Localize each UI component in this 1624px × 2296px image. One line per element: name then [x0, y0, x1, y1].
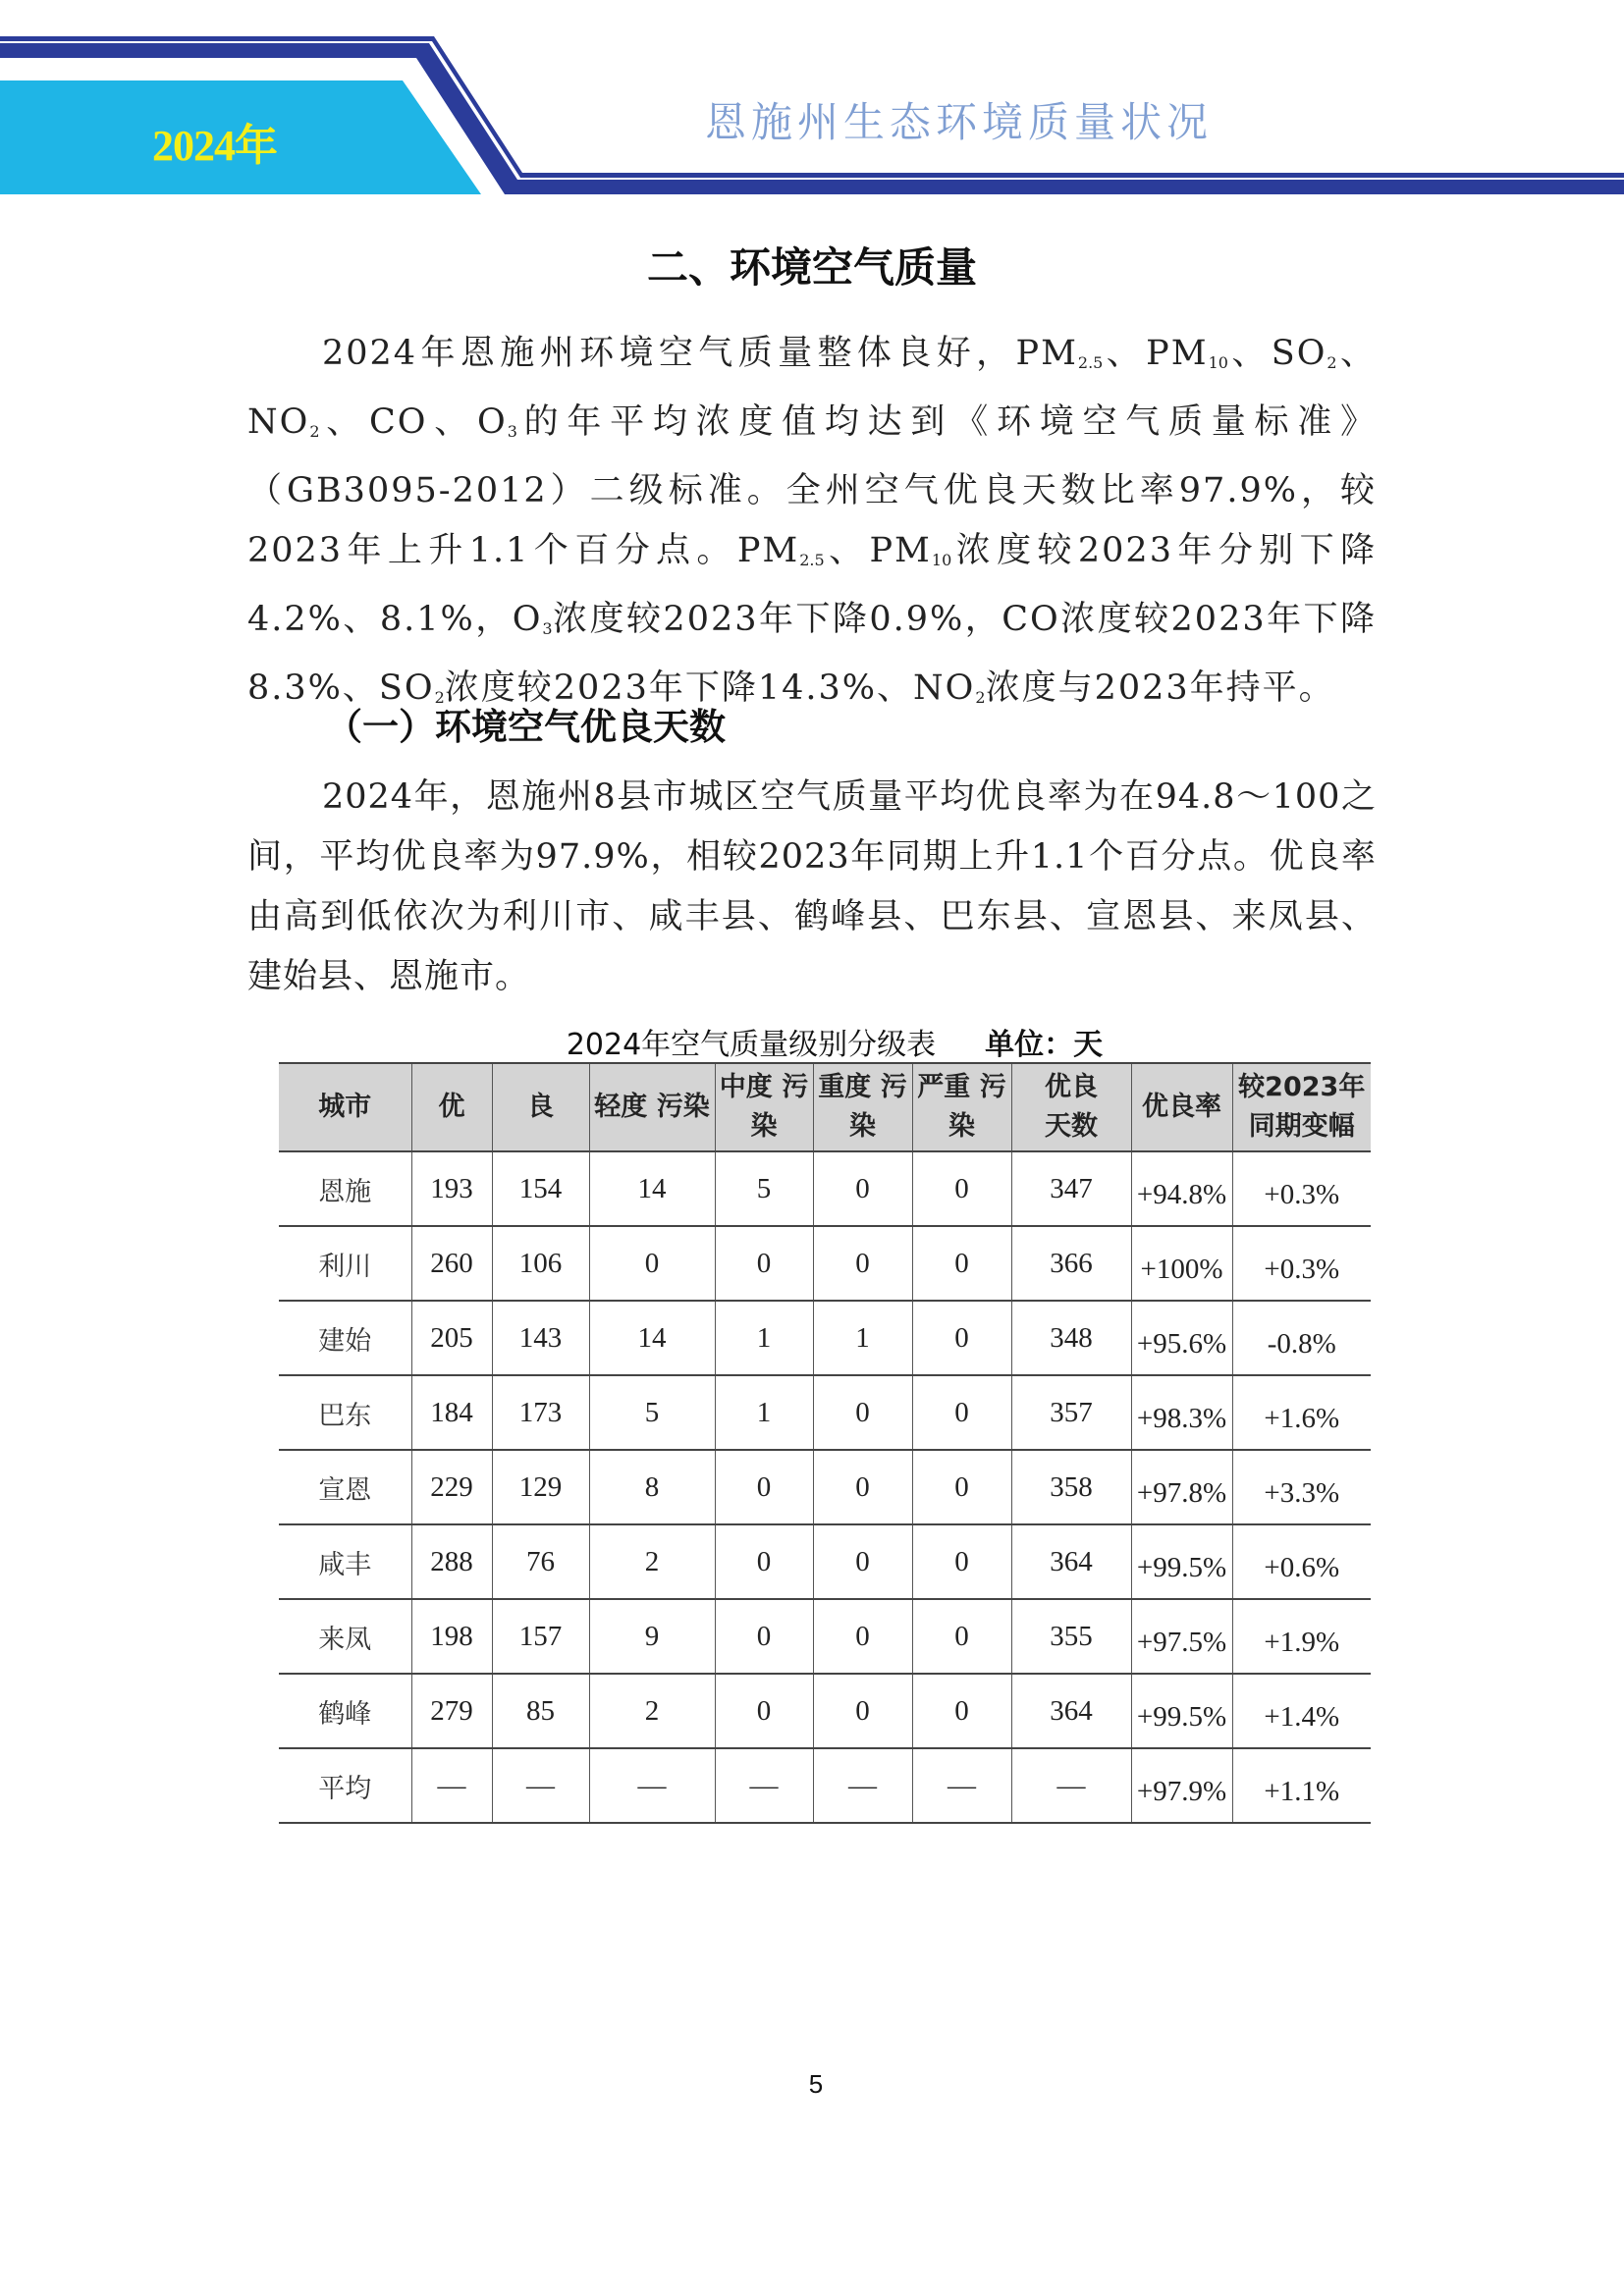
header-light-pollution: 轻度 污染: [589, 1063, 715, 1151]
cell-moderate: 0: [715, 1524, 813, 1599]
header-excellent: 优: [411, 1063, 492, 1151]
cell-change: +0.3%: [1232, 1226, 1371, 1301]
cell-good-days: 366: [1011, 1226, 1131, 1301]
cell-severe: 0: [912, 1151, 1011, 1226]
cell-heavy: 0: [813, 1599, 912, 1674]
cell-heavy: 0: [813, 1674, 912, 1748]
cell-good-days: 364: [1011, 1674, 1131, 1748]
header-severe-pollution: 严重 污 染: [912, 1063, 1011, 1151]
cell-rate: +98.3%: [1131, 1375, 1232, 1450]
table-row: [279, 1674, 1371, 1748]
cell-light: 14: [589, 1151, 715, 1226]
cell-good-days: 357: [1011, 1375, 1131, 1450]
cell-heavy: 0: [813, 1375, 912, 1450]
cell-excellent: 229: [411, 1450, 492, 1524]
cell-light: 0: [589, 1226, 715, 1301]
cell-city: 咸丰: [279, 1524, 411, 1599]
cell-severe: 0: [912, 1226, 1011, 1301]
cell-good-days: —: [1011, 1748, 1131, 1823]
cell-change: +1.4%: [1232, 1674, 1371, 1748]
cell-severe: —: [912, 1748, 1011, 1823]
cell-excellent: 184: [411, 1375, 492, 1450]
cell-good: —: [492, 1748, 589, 1823]
cell-moderate: 1: [715, 1301, 813, 1375]
cell-light: 2: [589, 1674, 715, 1748]
cell-rate: +94.8%: [1131, 1151, 1232, 1226]
cell-severe: 0: [912, 1524, 1011, 1599]
table-row: [279, 1375, 1371, 1450]
cell-rate: +95.6%: [1131, 1301, 1232, 1375]
cell-change: +1.6%: [1232, 1375, 1371, 1450]
cell-rate: +97.5%: [1131, 1599, 1232, 1674]
cell-light: —: [589, 1748, 715, 1823]
cell-change: +1.9%: [1232, 1599, 1371, 1674]
cell-moderate: 0: [715, 1599, 813, 1674]
cell-heavy: 0: [813, 1450, 912, 1524]
cell-city: 恩施: [279, 1151, 411, 1226]
cell-change: +0.3%: [1232, 1151, 1371, 1226]
header-year: 2024年: [152, 122, 277, 170]
cell-rate: +99.5%: [1131, 1524, 1232, 1599]
cell-severe: 0: [912, 1301, 1011, 1375]
table-row: [279, 1524, 1371, 1599]
table-header-row: [279, 1063, 1371, 1151]
cell-good: 173: [492, 1375, 589, 1450]
cell-city: 平均: [279, 1748, 411, 1823]
table-caption-title: 2024年空气质量级别分级表: [566, 1028, 937, 1062]
cell-heavy: 0: [813, 1524, 912, 1599]
table-caption-unit: 单位：天: [985, 1028, 1104, 1062]
cell-severe: 0: [912, 1450, 1011, 1524]
cell-good: 157: [492, 1599, 589, 1674]
cell-severe: 0: [912, 1599, 1011, 1674]
cell-city: 巴东: [279, 1375, 411, 1450]
cell-change: +3.3%: [1232, 1450, 1371, 1524]
cell-excellent: 288: [411, 1524, 492, 1599]
cell-heavy: 1: [813, 1301, 912, 1375]
cell-severe: 0: [912, 1674, 1011, 1748]
cell-good: 85: [492, 1674, 589, 1748]
cell-city: 来凤: [279, 1599, 411, 1674]
cell-change: -0.8%: [1232, 1301, 1371, 1375]
table-row: [279, 1450, 1371, 1524]
sub-heading: （一）环境空气优良天数: [326, 706, 726, 748]
cell-excellent: 205: [411, 1301, 492, 1375]
cell-change: +1.1%: [1232, 1748, 1371, 1823]
cell-city: 宣恩: [279, 1450, 411, 1524]
cell-good-days: 364: [1011, 1524, 1131, 1599]
cell-excellent: —: [411, 1748, 492, 1823]
cell-city: 鹤峰: [279, 1674, 411, 1748]
page-number: 5: [808, 2069, 824, 2099]
cell-moderate: 0: [715, 1450, 813, 1524]
cell-excellent: 198: [411, 1599, 492, 1674]
table-caption: [0, 1020, 1624, 1063]
cell-moderate: 5: [715, 1151, 813, 1226]
intro-paragraph: 2024年恩施州环境空气质量整体良好，$PM_{2.5}$、$PM_{10}$、$SO_2$、$NO_2$、CO、$O_3$的年平均浓度值均达到《环境空气质量标准》（GB3095-2012）二级标准。全州空气优良天数比率97.9%，较2023年上升1.1个百分点。$PM_{2.5}$、$PM_{10}$浓度较2023年分别下降4.2%、8.1%，$O_3$浓度较2023年下降0.9%，CO浓度较2023年下降8.3%、$SO_2$浓度较2023年下降14.3%、$NO_2$浓度与2023年持平。: [247, 334, 1378, 708]
cell-good-days: 355: [1011, 1599, 1131, 1674]
table-row: [279, 1301, 1371, 1375]
table-row: [279, 1599, 1371, 1674]
header-good-days: 优良 天数: [1011, 1063, 1131, 1151]
header-city: 城市: [279, 1063, 411, 1151]
cell-good: 129: [492, 1450, 589, 1524]
table-row: [279, 1226, 1371, 1301]
cell-excellent: 279: [411, 1674, 492, 1748]
cell-heavy: 0: [813, 1226, 912, 1301]
cell-city: 建始: [279, 1301, 411, 1375]
document-title: 恩施州生态环境质量状况: [705, 98, 1214, 146]
cell-city: 利川: [279, 1226, 411, 1301]
cell-heavy: 0: [813, 1151, 912, 1226]
cell-light: 9: [589, 1599, 715, 1674]
cell-rate: +100%: [1131, 1226, 1232, 1301]
cell-excellent: 260: [411, 1226, 492, 1301]
cell-light: 14: [589, 1301, 715, 1375]
cell-good-days: 347: [1011, 1151, 1131, 1226]
header-change: 较2023年 同期变幅: [1232, 1063, 1371, 1151]
header-moderate-pollution: 中度 污 染: [715, 1063, 813, 1151]
cell-good: 154: [492, 1151, 589, 1226]
cell-moderate: —: [715, 1748, 813, 1823]
header-good: 良: [492, 1063, 589, 1151]
cell-moderate: 0: [715, 1674, 813, 1748]
cell-rate: +97.8%: [1131, 1450, 1232, 1524]
cell-good: 106: [492, 1226, 589, 1301]
cell-good-days: 358: [1011, 1450, 1131, 1524]
good-days-paragraph: 2024年，恩施州8县市城区空气质量平均优良率为在94.8～100之间，平均优良率为97.9%，相较2023年同期上升1.1个百分点。优良率由高到低依次为利川市、咸丰县、鹤峰县、巴东县、宣恩县、来凤县、建始县、恩施市。: [247, 777, 1377, 996]
air-quality-table: [279, 1062, 1371, 1824]
cell-good: 143: [492, 1301, 589, 1375]
cell-excellent: 193: [411, 1151, 492, 1226]
header-heavy-pollution: 重度 污 染: [813, 1063, 912, 1151]
cell-good: 76: [492, 1524, 589, 1599]
cell-severe: 0: [912, 1375, 1011, 1450]
cell-moderate: 0: [715, 1226, 813, 1301]
cell-rate: +97.9%: [1131, 1748, 1232, 1823]
cell-good-days: 348: [1011, 1301, 1131, 1375]
cell-heavy: —: [813, 1748, 912, 1823]
cell-change: +0.6%: [1232, 1524, 1371, 1599]
table-row-average: [279, 1748, 1371, 1823]
cell-light: 5: [589, 1375, 715, 1450]
cell-light: 2: [589, 1524, 715, 1599]
table-row: [279, 1151, 1371, 1226]
cell-light: 8: [589, 1450, 715, 1524]
section-heading: 二、环境空气质量: [646, 243, 977, 292]
header-good-rate: 优良率: [1131, 1063, 1232, 1151]
cell-rate: +99.5%: [1131, 1674, 1232, 1748]
cell-moderate: 1: [715, 1375, 813, 1450]
